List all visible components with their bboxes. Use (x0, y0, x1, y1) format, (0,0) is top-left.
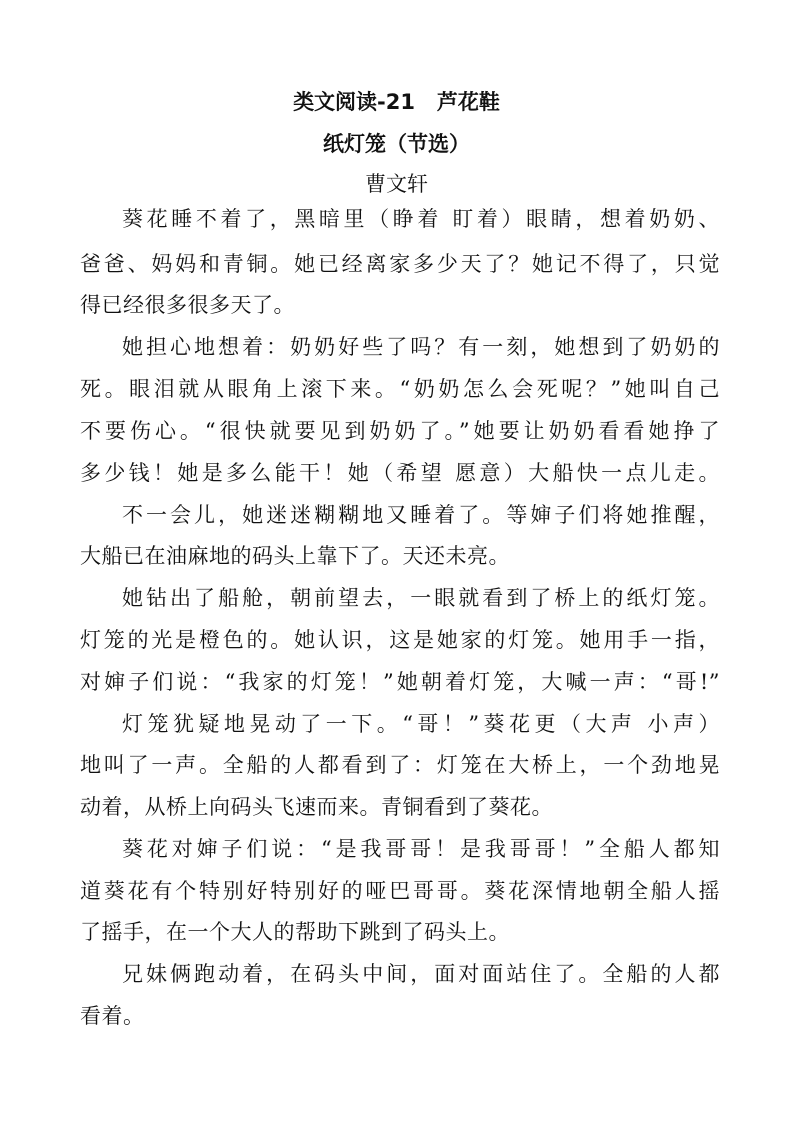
paragraph-line: 得已经很多很多天了。 (80, 293, 295, 317)
paragraph-line: 灯笼的光是橙色的。她认识，这是她家的灯笼。她用手一指， (80, 628, 720, 652)
paragraph-line: 她担心地想着：奶奶好些了吗？有一刻，她想到了奶奶的 (122, 335, 720, 359)
paragraph-line: 灯笼犹疑地晃动了一下。“哥！”葵花更（大声 小声） (122, 712, 720, 736)
paragraph-line: 动着，从桥上向码头飞速而来。青铜看到了葵花。 (80, 795, 553, 819)
paragraph-line: 不要伤心。“很快就要见到奶奶了。”她要让奶奶看看她挣了 (80, 419, 720, 443)
paragraph-line: 了摇手，在一个大人的帮助下跳到了码头上。 (80, 920, 510, 944)
paragraph-line: 爸爸、妈妈和青铜。她已经离家多少天了？她记不得了，只觉 (80, 252, 720, 276)
paragraph-line: 多少钱！她是多么能干！她（希望 愿意）大船快一点儿走。 (80, 461, 720, 485)
paragraph-line: 地叫了一声。全船的人都看到了：灯笼在大桥上，一个劲地晃 (80, 753, 720, 777)
paragraph-line: 对婶子们说：“我家的灯笼！”她朝着灯笼，大喊一声：“哥!” (80, 670, 720, 694)
document-subtitle: 纸灯笼（节选） (323, 132, 470, 156)
paragraph-line: 葵花对婶子们说：“是我哥哥！是我哥哥！”全船人都知 (122, 837, 720, 861)
paragraph-line: 大船已在油麻地的码头上靠下了。天还未亮。 (80, 544, 510, 568)
document-title: 类文阅读-21 芦花鞋 (293, 90, 500, 114)
paragraph-line: 葵花睡不着了，黑暗里（睁着 盯着）眼睛，想着奶奶、 (122, 207, 720, 231)
author-name: 曹文轩 (365, 172, 428, 196)
paragraph-line: 兄妹俩跑动着，在码头中间，面对面站住了。全船的人都 (122, 962, 720, 986)
paragraph-line: 道葵花有个特别好特别好的哑巴哥哥。葵花深情地朝全船人摇 (80, 879, 720, 903)
paragraph-line: 不一会儿，她迷迷糊糊地又睡着了。等婶子们将她推醒， (122, 503, 720, 527)
paragraph-line: 死。眼泪就从眼角上滚下来。“奶奶怎么会死呢？”她叫自己 (80, 377, 720, 401)
paragraph-line: 她钻出了船舱，朝前望去，一眼就看到了桥上的纸灯笼。 (122, 586, 720, 610)
paragraph-line: 看着。 (80, 1004, 145, 1028)
